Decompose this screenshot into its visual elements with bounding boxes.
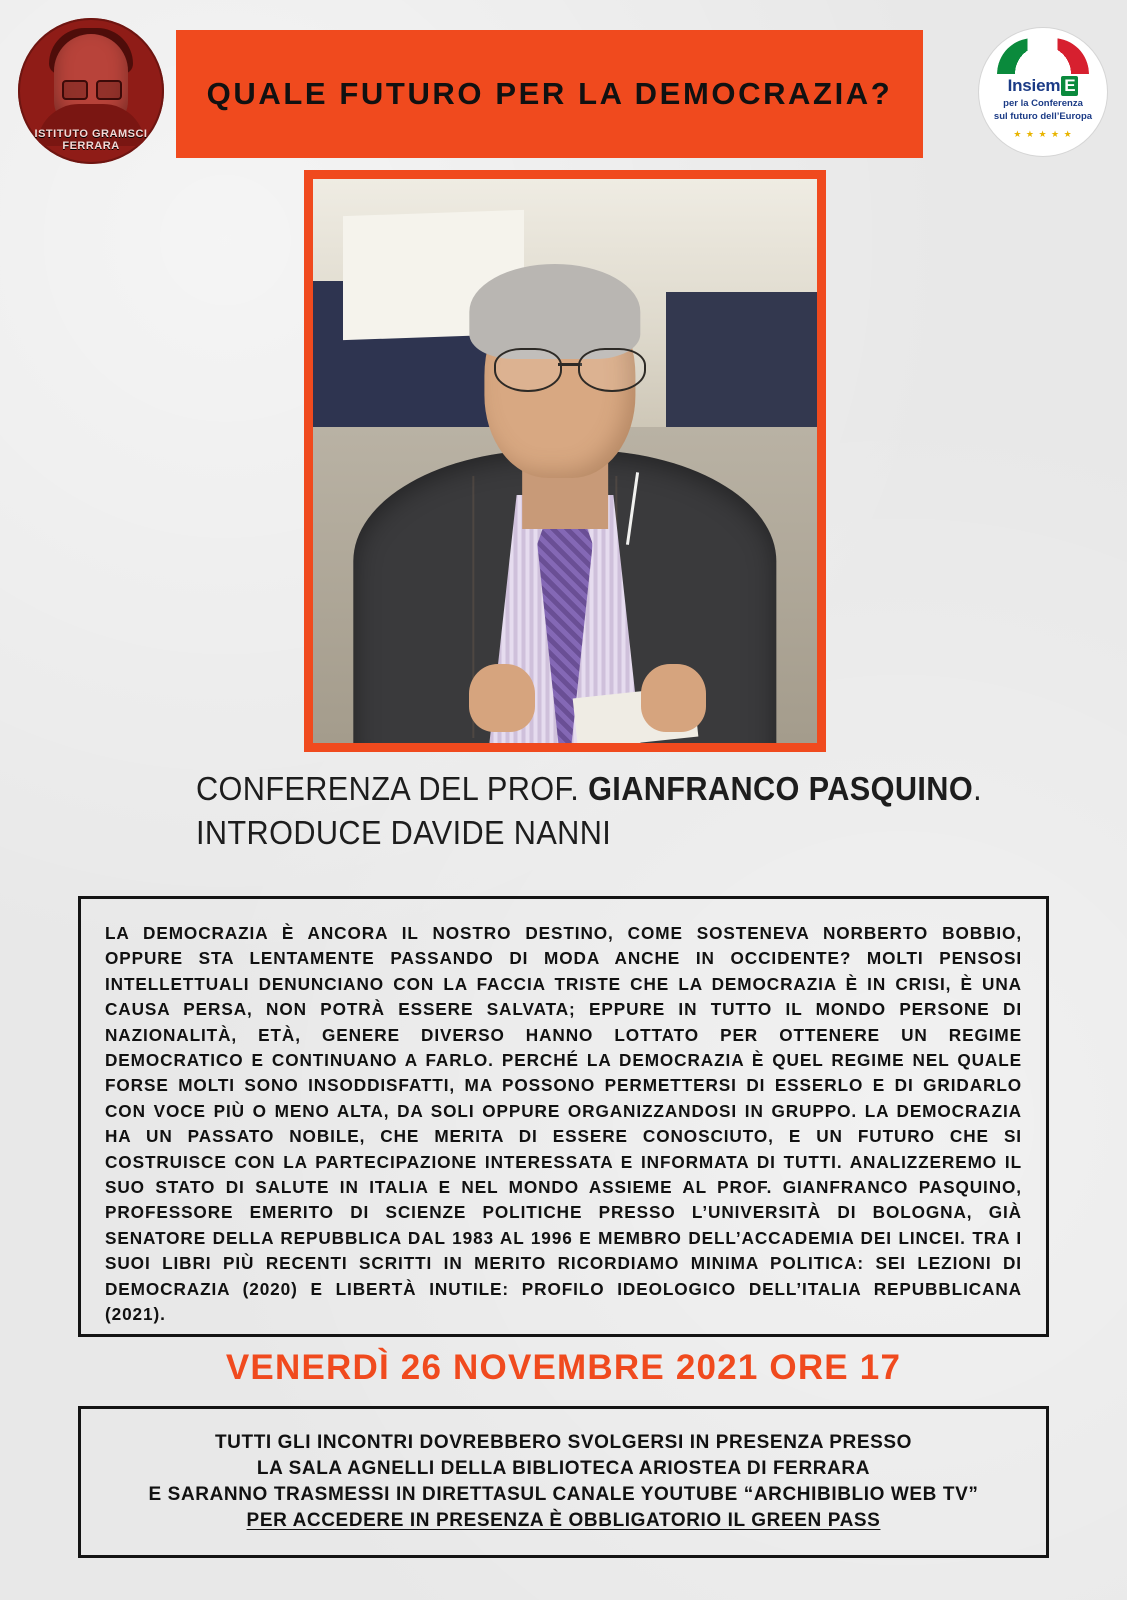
venue-line-1: TUTTI GLI INCONTRI DOVREBBERO SVOLGERSI IN PRESENZA PRESSO: [214, 1432, 913, 1453]
logo-ring-text: [18, 128, 164, 152]
poster-header: [0, 0, 1127, 175]
logo-ring-line1: ISTITUTO GRAMSCI: [34, 128, 148, 140]
logo-glasses-right-icon: [96, 80, 122, 100]
insieme-italy-flag-arc-icon: [997, 38, 1089, 74]
logo-ring-line2: FERRARA: [62, 140, 120, 152]
speaker-line-introduction: INTRODUCE DAVIDE NANNI: [196, 814, 612, 851]
photo-hair-shape: [469, 264, 640, 360]
speaker-photo-frame: [304, 170, 826, 752]
photo-right-hand-shape: [641, 664, 707, 732]
green-pass-notice: PER ACCEDERE IN PRESENZA È OBBLIGATORIO IL GREEN PASS: [246, 1510, 881, 1531]
logo-glasses-left-icon: [62, 80, 88, 100]
insieme-brand-accent: E: [1061, 76, 1078, 96]
speaker-credits: [196, 770, 1016, 852]
insieme-logo: [979, 28, 1107, 156]
speaker-suffix: .: [973, 770, 982, 807]
eu-stars-icon: ★ ★ ★ ★ ★: [1013, 129, 1073, 139]
venue-info-box: [78, 1406, 1049, 1558]
istituto-gramsci-ferrara-logo: [18, 18, 164, 164]
description-text: LA DEMOCRAZIA È ANCORA IL NOSTRO DESTINO, COME SOSTENEVA NORBERTO BOBBIO, OPPURE STA LENTAMENTE PASSANDO DI MODA ANCHE IN OCCIDENTE? MOLTI PENSOSI INTELLETTUALI DENUNCIANO CON LA FACCIA TRISTE CHE LA DEMOCRAZIA È IN CRISI, È UNA CAUSA PERSA, NON POTRÀ ESSERE SALVATA; EPPURE IN TUTTO IL MONDO PERSONE DI NAZIONALITÀ, ETÀ, GENERE DIVERSO HANNO LOTTATO PER OTTENERE UN REGIME DEMOCRATICO E CONTINUANO A FARLO. PERCHÉ LA DEMOCRAZIA È QUEL REGIME NEL QUALE FORSE MOLTI SONO INSODDISFATTI, MA POSSONO PERMETTERSI DI ESSERLO E DI GRIDARLO CON VOCE PIÙ O MENO ALTA, DA SOLI OPPURE ORGANIZZANDOSI IN GRUPPO. LA DEMOCRAZIA HA UN PASSATO NOBILE, CHE MERITA DI ESSERE CONOSCIUTO, E UN FUTURO CHE SI COSTRUISCE CON LA PARTECIPAZIONE INTERESSATA E INFORMATA DI TUTTI. ANALIZZEREMO IL SUO STATO DI SALUTE IN ITALIA E NEL MONDO ASSIEME AL PROF. GIANFRANCO PASQUINO, PROFESSORE EMERITO DI SCIENZE POLITICHE PRESSO L’UNIVERSITÀ DI BOLOGNA, GIÀ SENATORE DELLA REPUBBLICA DAL 1983 AL 1996 E MEMBRO DELL’ACCADEMIA DEI LINCEI. TRA I SUOI LIBRI PIÙ RECENTI SCRITTI IN MERITO RICORDIAMO MINIMA POLITICA: SEI LEZIONI DI DEMOCRAZIA (2020) E LIBERTÀ INUTILE: PROFILO IDEOLOGICO DELL’ITALIA REPUBBLICANA (2021).: [105, 923, 1022, 1325]
venue-line-2: LA SALA AGNELLI DELLA BIBLIOTECA ARIOSTEA DI FERRARA: [256, 1458, 871, 1479]
speaker-photo: [313, 179, 817, 743]
insieme-subtitle-1: per la Conferenza: [1003, 98, 1083, 109]
speaker-prefix: CONFERENZA DEL PROF.: [196, 770, 589, 807]
poster-title-band: [176, 30, 923, 158]
page-title: QUALE FUTURO PER LA DEMOCRAZIA?: [206, 76, 893, 111]
insieme-subtitle-2: sul futuro dell’Europa: [993, 111, 1093, 122]
speaker-line-conference: [196, 770, 982, 808]
description-box: [78, 896, 1049, 1337]
event-date: VENERDÌ 26 NOVEMBRE 2021 ORE 17: [225, 1348, 902, 1387]
photo-glasses-icon: [494, 348, 645, 387]
insieme-brand-main: Insiem: [1007, 76, 1061, 95]
speaker-name: GIANFRANCO PASQUINO: [588, 770, 974, 807]
photo-left-hand-shape: [469, 664, 535, 732]
venue-line-3: E SARANNO TRASMESSI IN DIRETTASUL CANALE YOUTUBE “ARCHIBIBLIO WEB TV”: [148, 1484, 979, 1505]
insieme-brand-name: [979, 76, 1107, 96]
